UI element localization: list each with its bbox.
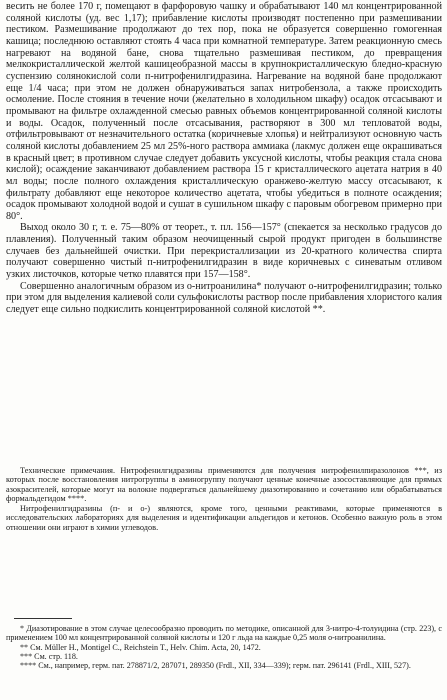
paragraph-procedure: весить не более 170 г, помещают в фарфоровую чашку и обрабатывают 140 мл концентрированной соляной кислоты (уд. вес 1,17); прибавление кислоты производят постепенно при размешивании пестиком. Размешивание продолжают до тех пор, пока не образуется совершенно гомогенная кашица; последнюю оставляют стоять 4 часа при комнатной температуре. Затем реакционную смесь нагревают на водяной бане, снова тщательно размешивая пестиком, до превращения мелкокристаллической желтой кашицеобразной массы в крупнокристаллическую бледно-красную суспензию солянокислой соли п-нитрофенилгидразина. Нагревание на водяной бане продолжают еще 1/4 часа; при этом не должен обнаруживаться запах нитробензола, а также происходить осмоление. После стояния в течение ночи (желательно в холодильном шкафу) осадок отсасывают и промывают на фильтре охлажденной смесью равных объемов концентрированной соляной кислоты и воды. Осадок, полученный после отсасывания, растворяют в 300 мл тепловатой воды, отфильтровывают от незначительного остатка (коричневые хлопья) и нейтрализуют основную часть соляной кислоты добавлением 25 мл 25%-ного раствора аммиака (лакмус должен еще окрашиваться в красный цвет; в противном случае следует добавить уксусной кислоты, чтобы реакция стала снова кислой); осаждение заканчивают добавлением раствора 15 г кристаллического ацетата натрия в 40 мл воды; после полного охлаждения кристаллическую оранжево-желтую массу отсасывают, к фильтрату добавляют еще некоторое количество ацетата, чтобы убедиться в полноте осаждения; осадок промывают холодной водой и сушат в сушильном шкафу с паровым обогревом примерно при 80°.: [6, 1, 442, 222]
main-text: [6, 1, 442, 316]
technical-notes: [6, 466, 442, 532]
footnote-2: ** См. Müller H., Montigel C., Reichstein T., Helv. Chim. Acta, 20, 1472.: [20, 642, 261, 652]
technical-note-applications: Технические примечания. Нитрофенилгидразины применяются для получения нитрофенилпиразолонов ***, из которых после восстановления нитрогруппы в аминогруппу получают ценные конечные азосоставляющие для прямых азокрасителей, которые могут на волокне подвергаться дальнейшему диазотированию и сочетанию или обрабатываться формальдегидом ****.: [6, 466, 442, 504]
footnote-4: **** См., например, герм. пат. 278871/2, 287071, 289350 (Frdl., XII, 334—339); герм. пат. 296141 (Frdl., XIII, 527).: [20, 661, 411, 671]
paragraph-yield: Выход около 30 г, т. е. 75—80% от теорет., т. пл. 156—157° (спекается за несколько градусов до плавления). Полученный таким образом неочищенный сырой продукт пригоден в большинстве случаев без дальнейшей очистки. При перекристаллизации из 20-кратного количества спирта получают совершенно чистый п-нитрофенилгидразин в виде коричневых с синеватым отливом узких листочков, которые четко плавятся при 157—158°.: [6, 222, 442, 281]
footnote-divider: [14, 618, 72, 619]
footnotes: [6, 624, 442, 670]
footnote-1: * Диазотирование в этом случае целесообразно проводить по методике, описанной для 3-нитро-4-толуидина (стр. 223), с применением 100 мл концентрированной соляной кислоты и 120 г льда на каждые 0,25 моля о-нитроанилина.: [6, 624, 442, 643]
footnote-3: *** См. стр. 118.: [20, 651, 78, 661]
technical-note-reagents: Нитрофенилгидразины (п- и о-) являются, кроме того, ценными реактивами, которые применяются в исследовательских лабораториях для выделения и идентификации альдегидов и кетонов. Особенно важную роль в этом отношении они играют в химии углеводов.: [6, 503, 442, 532]
paragraph-ortho-isomer: Совершенно аналогичным образом из о-нитроанилина* получают о-нитрофенилгидразин; только при этом для выделения калиевой соли сульфокислоты раствор после прибавления хлористого калия следует еще сильно подкислить концентрированной соляной кислотой **.: [6, 280, 442, 316]
